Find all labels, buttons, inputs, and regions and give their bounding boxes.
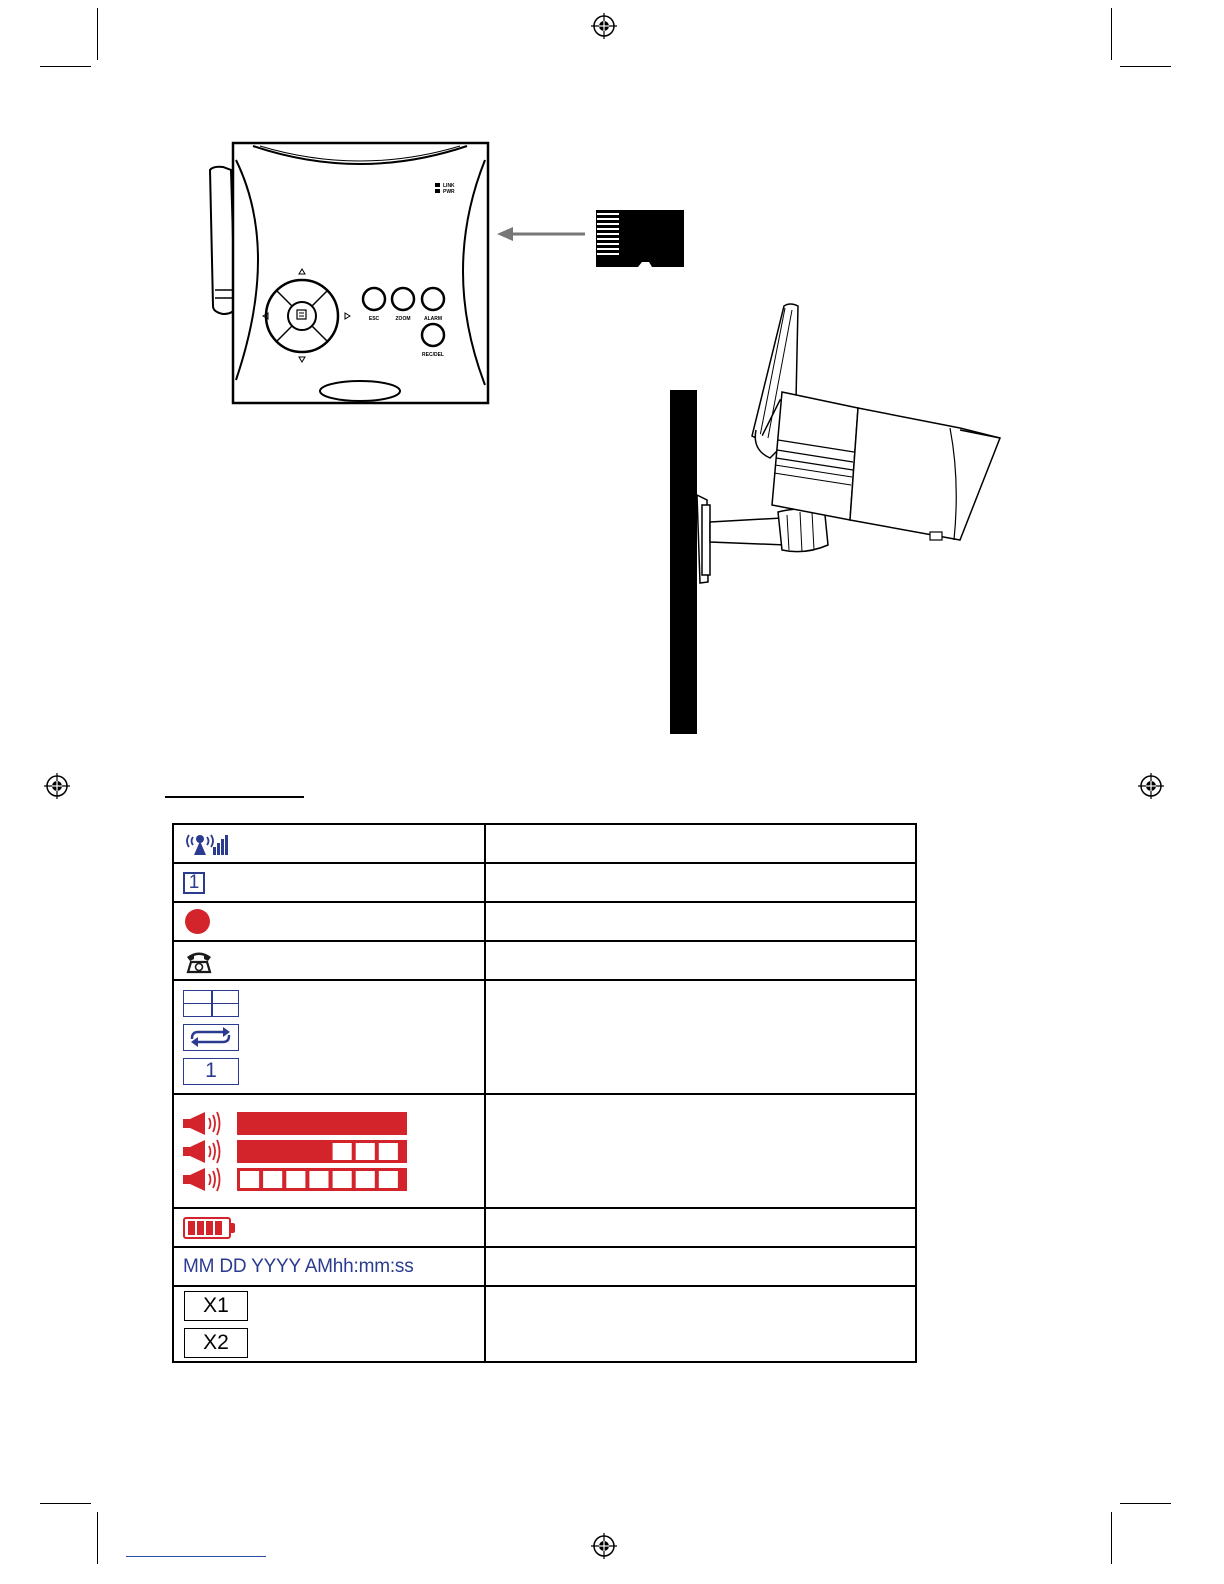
camera-mounted-illustration [660, 300, 1010, 740]
description-cell [485, 824, 916, 863]
volume-empty-segment [356, 1171, 375, 1188]
crop-mark [40, 1503, 91, 1504]
led-link-label: LINK [443, 183, 455, 189]
zoom-x2-icon: X2 [184, 1328, 248, 1358]
description-cell [485, 1094, 916, 1208]
led-pwr-label: PWR [443, 189, 455, 195]
description-cell [485, 863, 916, 902]
table-row [173, 902, 916, 941]
volume-empty-segment [309, 1171, 328, 1188]
alarm-phone-icon [185, 948, 213, 974]
volume-empty-segment [333, 1171, 352, 1188]
crop-mark [40, 66, 91, 67]
scan-view-icon [183, 1024, 239, 1051]
insert-arrow-icon [497, 227, 585, 241]
battery-icon [183, 1217, 484, 1239]
registration-mark-icon [591, 13, 617, 39]
icon-cell [173, 980, 485, 1094]
battery-bar [188, 1221, 195, 1235]
svg-text:ESC: ESC [368, 316, 380, 322]
status-icons-table [172, 823, 917, 1363]
crop-mark [97, 1512, 98, 1564]
description-cell [485, 902, 916, 941]
camera-channel-icon [183, 872, 205, 894]
icon-cell [173, 902, 485, 941]
battery-bar [197, 1221, 204, 1235]
icon-cell [173, 941, 485, 980]
table-row [173, 863, 916, 902]
volume-empty-segment [379, 1143, 398, 1160]
registration-mark-icon [591, 1533, 617, 1559]
description-cell [485, 941, 916, 980]
icon-cell [173, 1094, 485, 1208]
svg-text:ALARM: ALARM [423, 316, 443, 322]
crop-mark [1111, 1512, 1112, 1564]
single-view-number: 1 [205, 1059, 217, 1082]
registration-mark-icon [44, 773, 70, 799]
alarm-button[interactable] [422, 288, 444, 322]
icon-cell [173, 1286, 485, 1362]
footer-rule [126, 1556, 266, 1557]
microsd-card-icon [596, 210, 684, 267]
volume-empty-segment [379, 1171, 398, 1188]
table-row [173, 1247, 916, 1286]
battery-bar [215, 1221, 222, 1235]
registration-mark-icon [1138, 773, 1164, 799]
record-dot-icon [185, 909, 210, 934]
icon-cell [173, 1247, 485, 1286]
camera-channel-number: 1 [188, 872, 200, 893]
description-cell [485, 1247, 916, 1286]
description-cell [485, 980, 916, 1094]
volume-level-icons [183, 1111, 484, 1192]
table-row [173, 1286, 916, 1362]
volume-level-icon [183, 1167, 409, 1192]
volume-empty-segment [263, 1171, 282, 1188]
antenna-icon [210, 167, 235, 314]
svg-text:ZOOM: ZOOM [395, 316, 411, 322]
volume-empty-segment [333, 1143, 352, 1160]
wall [670, 390, 697, 734]
volume-empty-segment [286, 1171, 305, 1188]
svg-text:REC/DEL: REC/DEL [422, 352, 444, 358]
volume-empty-segment [240, 1171, 259, 1188]
crop-mark [1120, 1503, 1171, 1504]
zoom-x1-icon: X1 [184, 1291, 248, 1321]
table-row [173, 941, 916, 980]
rec-del-button[interactable] [422, 324, 444, 358]
crop-mark [1111, 8, 1112, 60]
description-cell [485, 1286, 916, 1362]
icon-cell [173, 824, 485, 863]
volume-empty-segment [356, 1143, 375, 1160]
volume-level-icon [183, 1111, 409, 1136]
description-cell [485, 1208, 916, 1247]
battery-bar [206, 1221, 213, 1235]
table-row [173, 1094, 916, 1208]
single-view-icon [183, 1058, 239, 1085]
table-row [173, 1208, 916, 1247]
volume-level-icon [183, 1139, 409, 1164]
monitor-illustration [205, 140, 705, 410]
crop-mark [1120, 66, 1171, 67]
crop-mark [97, 8, 98, 60]
quad-view-icon [183, 990, 239, 1017]
icon-cell [173, 863, 485, 902]
section-heading-underline [165, 796, 304, 798]
datetime-format-text: MM DD YYYY AMhh:mm:ss [183, 1255, 414, 1277]
table-row [173, 980, 916, 1094]
signal-strength-icon [183, 831, 229, 857]
table-row [173, 824, 916, 863]
icon-cell [173, 1208, 485, 1247]
